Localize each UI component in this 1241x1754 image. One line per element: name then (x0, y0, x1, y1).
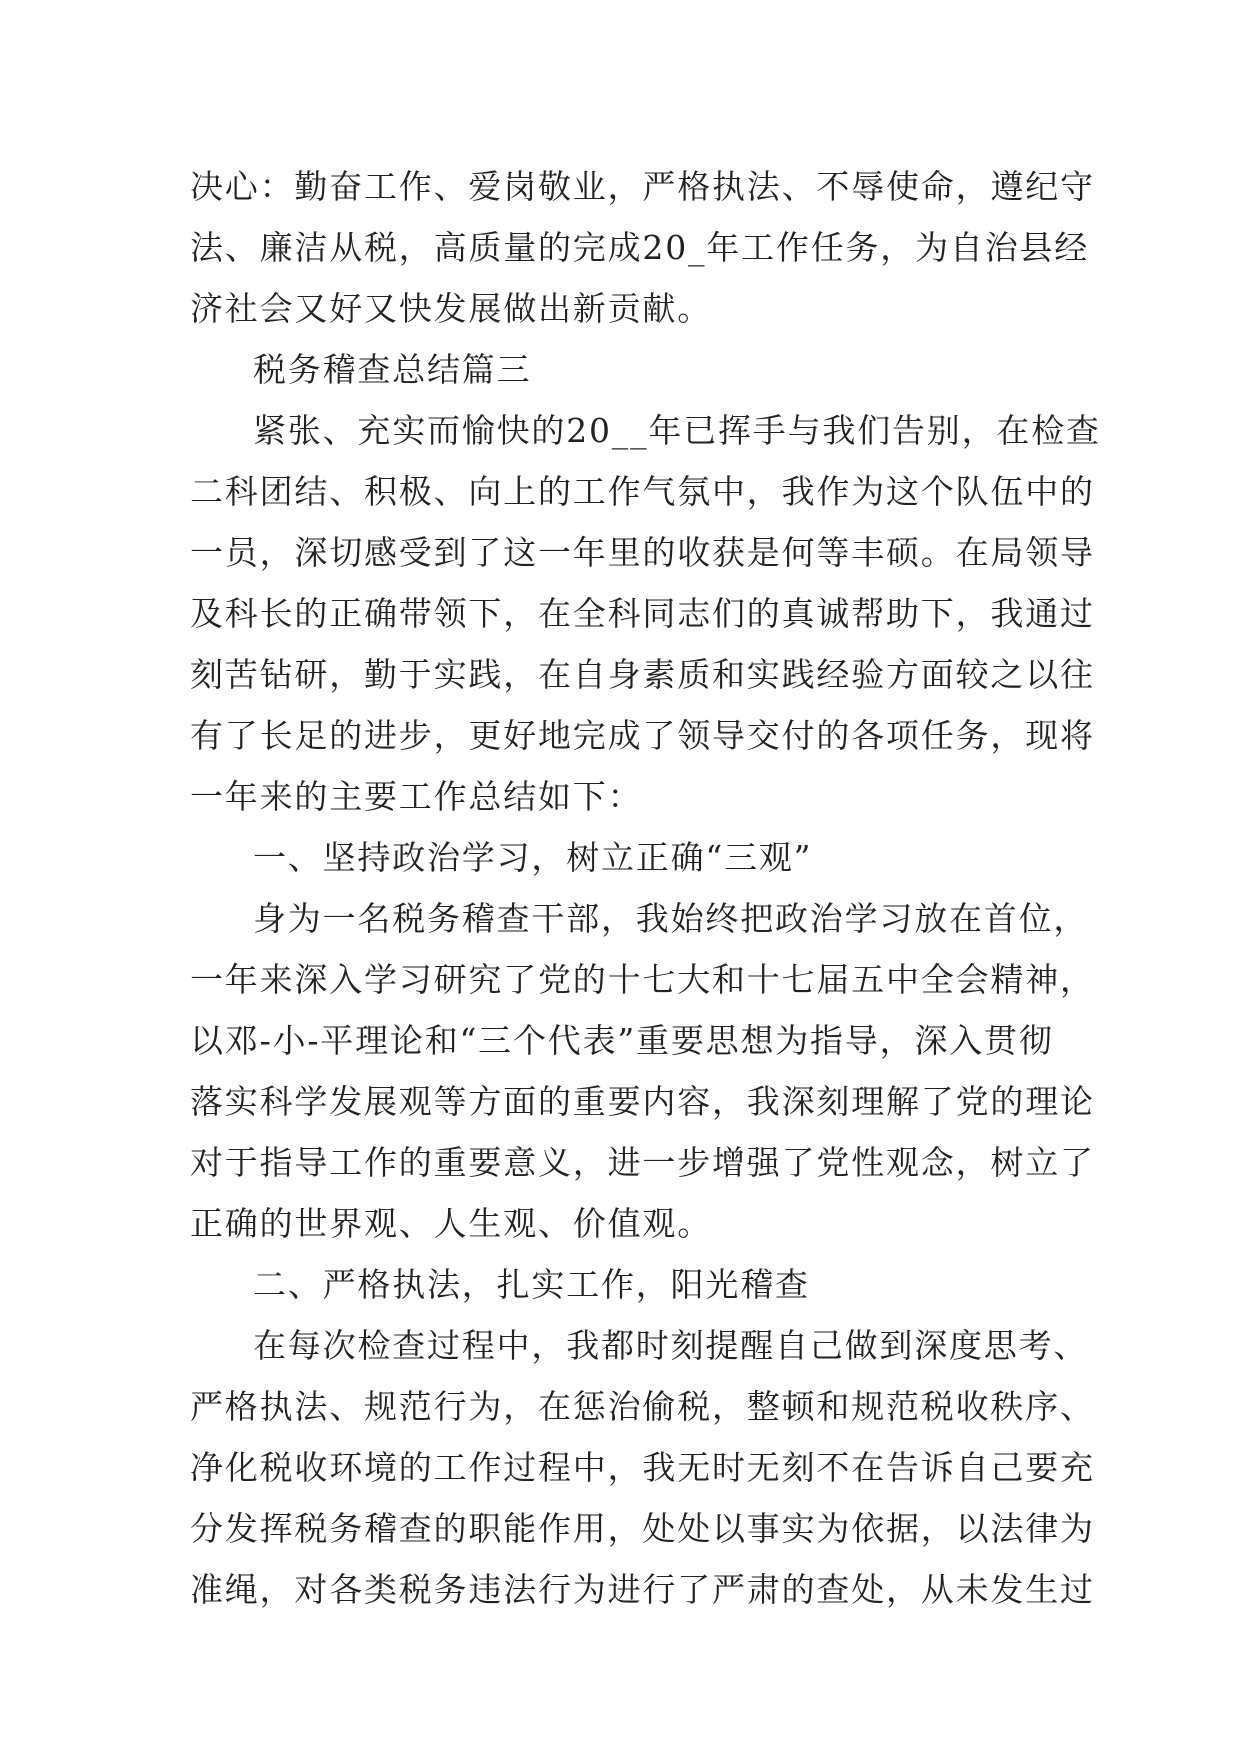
text-line: 及科长的正确带领下，在全科同志们的真诚帮助下，我通过 (190, 594, 1095, 633)
text-line: 税务稽查总结篇三 (253, 350, 532, 389)
text-line: 在每次检查过程中，我都时刻提醒自己做到深度思考、 (253, 1326, 1089, 1365)
text-line: 二、严格执法，扎实工作，阳光稽查 (253, 1265, 810, 1304)
text-line: 二科团结、积极、向上的工作气氛中，我作为这个队伍中的 (190, 472, 1095, 511)
text-line: 济社会又好又快发展做出新贡献。 (190, 289, 712, 328)
text-line: 决心：勤奋工作、爱岗敬业，严格执法、不辱使命，遵纪守 (190, 167, 1095, 206)
text-line: 以邓-小-平理论和“三个代表”重要思想为指导，深入贯彻 (190, 1021, 1054, 1060)
text-line: 身为一名税务稽查干部，我始终把政治学习放在首位， (253, 899, 1089, 938)
text-line: 一、坚持政治学习，树立正确“三观” (253, 838, 813, 877)
text-line: 对于指导工作的重要意义，进一步增强了党性观念，树立了 (190, 1143, 1095, 1182)
text-line: 准绳，对各类税务违法行为进行了严肃的查处，从未发生过 (190, 1570, 1095, 1609)
text-line: 刻苦钻研，勤于实践，在自身素质和实践经验方面较之以往 (190, 655, 1095, 694)
text-line: 法、廉洁从税，高质量的完成20_年工作任务，为自治县经 (190, 228, 1090, 267)
text-line: 落实科学发展观等方面的重要内容，我深刻理解了党的理论 (190, 1082, 1095, 1121)
text-line: 严格执法、规范行为，在惩治偷税，整顿和规范税收秩序、 (190, 1387, 1095, 1426)
text-line: 正确的世界观、人生观、价值观。 (190, 1204, 712, 1243)
text-line: 一员，深切感受到了这一年里的收获是何等丰硕。在局领导 (190, 533, 1095, 572)
text-line: 一年来的主要工作总结如下： (190, 777, 643, 816)
text-line: 分发挥税务稽查的职能作用，处处以事实为依据，以法律为 (190, 1509, 1095, 1548)
text-line: 紧张、充实而愉快的20__年已挥手与我们告别，在检查 (253, 411, 1101, 450)
document-body (190, 156, 1101, 1620)
text-line: 净化税收环境的工作过程中，我无时无刻不在告诉自己要充 (190, 1448, 1095, 1487)
text-line: 一年来深入学习研究了党的十七大和十七届五中全会精神， (190, 960, 1095, 999)
text-line: 有了长足的进步，更好地完成了领导交付的各项任务，现将 (190, 716, 1095, 755)
